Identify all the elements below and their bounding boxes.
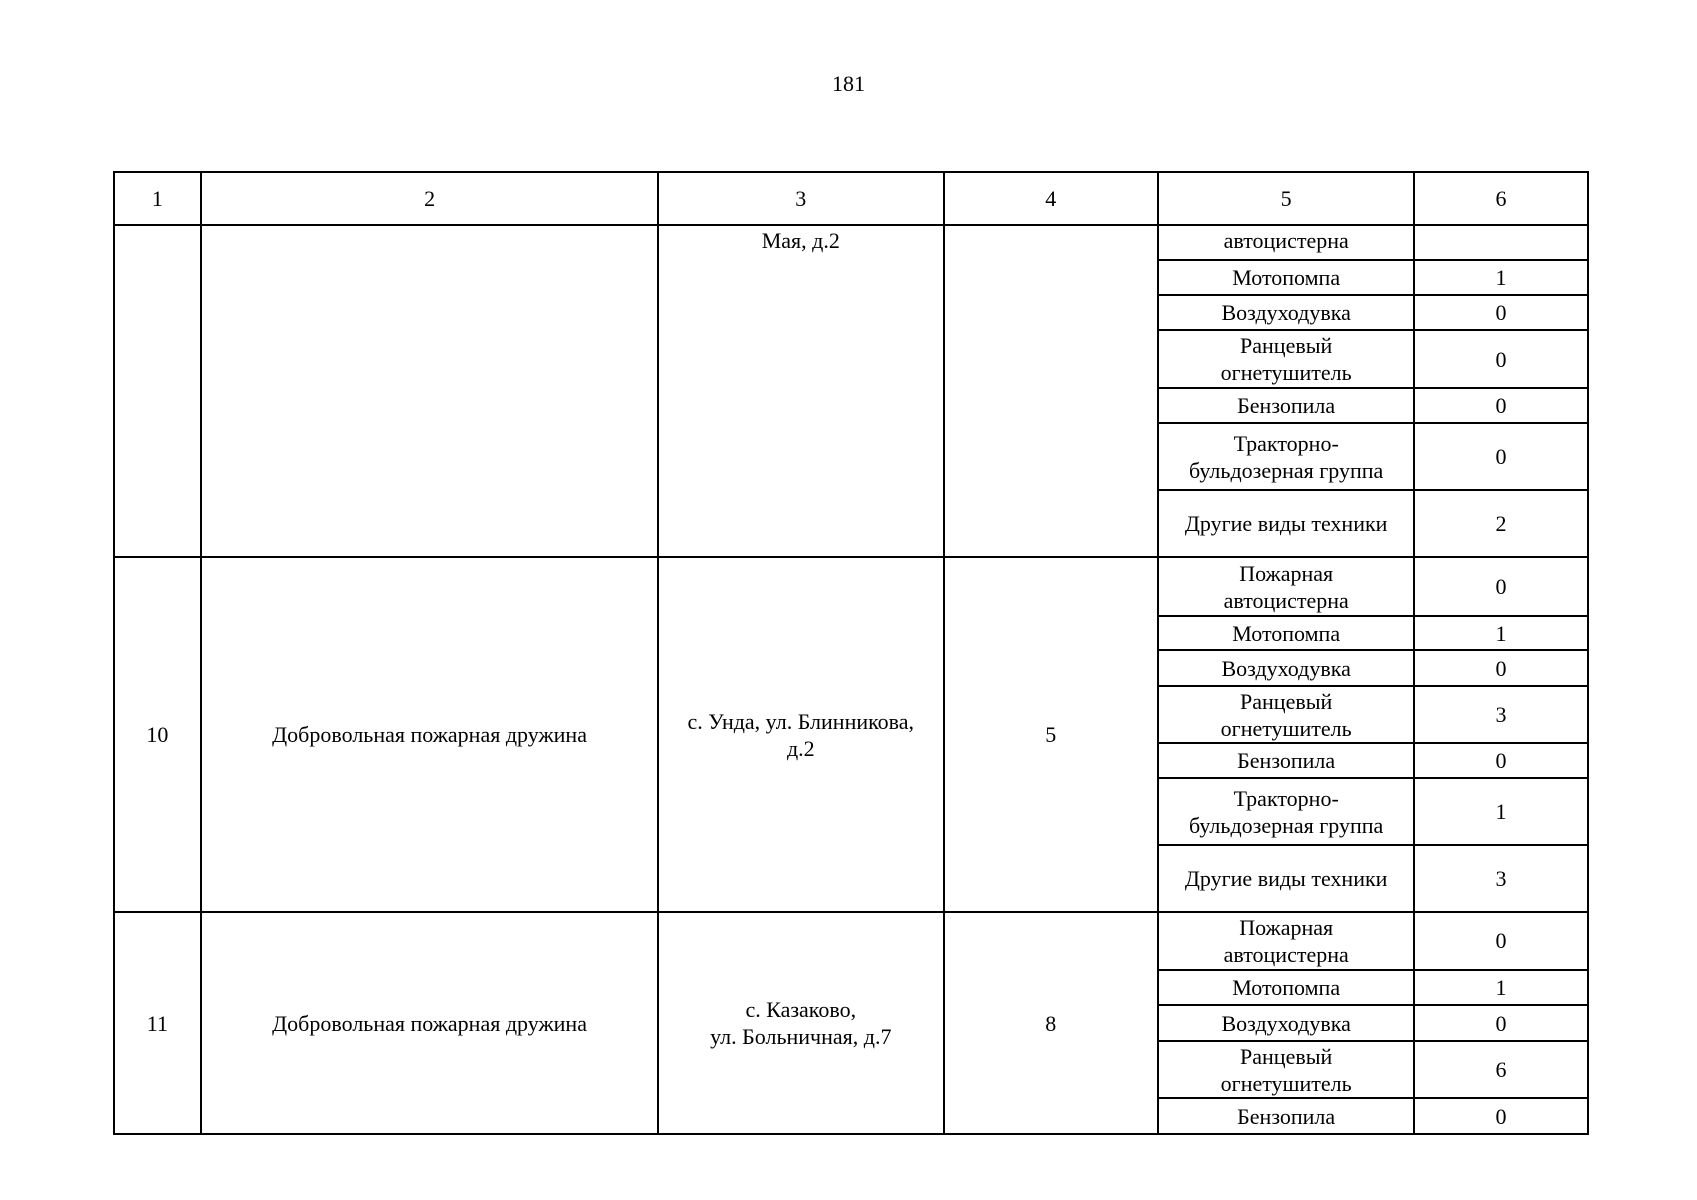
equipment-name-cell xyxy=(1157,911,1415,970)
header-cell-1 xyxy=(113,171,203,226)
personnel-count-cell-text: 8 xyxy=(1045,1010,1057,1036)
equipment-name-cell-text: Мотопомпа xyxy=(1232,620,1341,646)
equipment-count-cell xyxy=(1413,224,1588,261)
equipment-count-cell xyxy=(1413,969,1588,1007)
equipment-count-cell xyxy=(1413,489,1588,558)
equipment-count-cell-text: 0 xyxy=(1495,393,1507,419)
header-cell-1-text: 1 xyxy=(151,186,163,211)
equipment-count-cell-text: 0 xyxy=(1495,346,1507,372)
equipment-count-cell xyxy=(1413,329,1588,389)
equipment-name-cell xyxy=(1157,844,1415,913)
address-cell xyxy=(657,556,945,913)
header-cell-2-text: 2 xyxy=(424,186,436,211)
equipment-name-cell xyxy=(1157,422,1415,491)
equipment-name-cell xyxy=(1157,489,1415,558)
equipment-name-cell-text: Воздуходувка xyxy=(1221,300,1351,326)
equipment-count-cell-text: 3 xyxy=(1495,702,1507,728)
equipment-name-cell-text: Ранцевый огнетушитель xyxy=(1220,688,1352,741)
equipment-count-cell-text: 0 xyxy=(1495,1010,1507,1036)
unit-type-cell-text: Добровольная пожарная дружина xyxy=(272,722,587,748)
equipment-name-cell xyxy=(1157,294,1415,331)
personnel-count-cell-text: 5 xyxy=(1045,722,1057,748)
unit-type-cell xyxy=(200,911,659,1135)
personnel-count-cell xyxy=(943,911,1159,1135)
equipment-name-cell xyxy=(1157,1004,1415,1042)
equipment-name-cell xyxy=(1157,1097,1415,1135)
personnel-count-cell xyxy=(943,556,1159,913)
equipment-count-cell-text: 0 xyxy=(1495,928,1507,954)
equipment-count-cell-text: 1 xyxy=(1495,265,1507,290)
equipment-count-cell xyxy=(1413,556,1588,616)
header-cell-5 xyxy=(1157,171,1415,226)
row-number-cell xyxy=(113,556,203,913)
address-cell-text: с. Казаково, ул. Больничная, д.7 xyxy=(710,997,892,1050)
equipment-name-cell-text: Ранцевый огнетушитель xyxy=(1220,333,1352,386)
continued-address-cell xyxy=(657,224,945,558)
equipment-name-cell-text: Бензопила xyxy=(1237,748,1336,774)
equipment-count-cell xyxy=(1413,615,1588,652)
equipment-count-cell xyxy=(1413,1040,1588,1099)
equipment-name-cell-text: Тракторно- бульдозерная группа xyxy=(1189,430,1384,483)
address-cell xyxy=(657,911,945,1135)
equipment-count-cell-text: 3 xyxy=(1495,866,1507,892)
equipment-count-cell xyxy=(1413,911,1588,970)
equipment-count-cell xyxy=(1413,844,1588,913)
row-number-cell xyxy=(113,911,203,1135)
header-cell-6 xyxy=(1413,171,1588,226)
unit-type-cell xyxy=(200,556,659,913)
equipment-count-cell xyxy=(1413,294,1588,331)
header-cell-5-text: 5 xyxy=(1280,186,1292,211)
equipment-count-cell-text: 0 xyxy=(1495,655,1507,681)
equipment-name-cell-text: Мотопомпа xyxy=(1232,265,1341,290)
equipment-name-cell-text: Другие виды техники xyxy=(1184,511,1388,537)
equipment-name-cell xyxy=(1157,615,1415,652)
equipment-count-cell xyxy=(1413,259,1588,297)
header-cell-3 xyxy=(657,171,945,226)
equipment-name-cell xyxy=(1157,742,1415,779)
header-cell-2 xyxy=(200,171,659,226)
equipment-count-cell xyxy=(1413,649,1588,687)
equipment-name-cell-text: автоцистерна xyxy=(1223,228,1349,254)
equipment-count-cell-text: 0 xyxy=(1495,574,1507,599)
header-cell-4-text: 4 xyxy=(1045,186,1057,211)
equipment-count-cell xyxy=(1413,387,1588,424)
header-cell-3-text: 3 xyxy=(795,186,807,211)
continued-personnel-cell xyxy=(943,224,1159,558)
equipment-name-cell xyxy=(1157,259,1415,297)
equipment-name-cell-text: Бензопила xyxy=(1237,1103,1336,1129)
equipment-name-cell-text: Воздуходувка xyxy=(1221,1010,1351,1036)
equipment-count-cell-text: 0 xyxy=(1495,444,1507,470)
equipment-name-cell xyxy=(1157,1040,1415,1099)
equipment-count-cell-text: 0 xyxy=(1495,300,1507,326)
continued-type-cell xyxy=(200,224,659,558)
row-number-cell-text: 11 xyxy=(146,1010,168,1036)
equipment-count-cell-text: 0 xyxy=(1495,748,1507,774)
equipment-count-cell xyxy=(1413,742,1588,779)
equipment-count-cell-text: 0 xyxy=(1495,1103,1507,1129)
equipment-count-cell-text: 1 xyxy=(1495,799,1507,825)
equipment-count-cell xyxy=(1413,1097,1588,1135)
row-number-cell-text: 10 xyxy=(146,722,169,748)
equipment-count-cell-text: 1 xyxy=(1495,974,1507,1000)
equipment-name-cell xyxy=(1157,649,1415,687)
continued-num-cell xyxy=(113,224,203,558)
equipment-count-cell-text: 6 xyxy=(1495,1057,1507,1083)
equipment-count-cell xyxy=(1413,685,1588,744)
equipment-name-cell xyxy=(1157,329,1415,389)
equipment-name-cell xyxy=(1157,387,1415,424)
header-cell-4 xyxy=(943,171,1159,226)
equipment-name-cell-text: Мотопомпа xyxy=(1232,974,1341,1000)
equipment-name-cell xyxy=(1157,969,1415,1007)
equipment-count-cell xyxy=(1413,777,1588,846)
unit-type-cell-text: Добровольная пожарная дружина xyxy=(272,1010,587,1036)
equipment-name-cell-text: Бензопила xyxy=(1237,393,1336,419)
equipment-name-cell xyxy=(1157,685,1415,744)
header-cell-6-text: 6 xyxy=(1495,186,1507,211)
equipment-name-cell xyxy=(1157,224,1415,261)
equipment-name-cell-text: Пожарная автоцистерна xyxy=(1223,560,1349,613)
page-number: 181 xyxy=(832,71,865,96)
equipment-name-cell-text: Тракторно- бульдозерная группа xyxy=(1189,785,1384,838)
equipment-name-cell-text: Пожарная автоцистерна xyxy=(1223,914,1349,967)
equipment-name-cell xyxy=(1157,777,1415,846)
equipment-name-cell-text: Воздуходувка xyxy=(1221,655,1351,681)
equipment-count-cell xyxy=(1413,1004,1588,1042)
equipment-count-cell-text: 1 xyxy=(1495,620,1507,646)
equipment-count-cell-text: 2 xyxy=(1495,511,1507,537)
equipment-count-cell xyxy=(1413,422,1588,491)
address-cell-text: с. Унда, ул. Блинникова, д.2 xyxy=(687,708,915,761)
equipment-name-cell-text: Ранцевый огнетушитель xyxy=(1220,1043,1352,1096)
equipment-name-cell-text: Другие виды техники xyxy=(1184,866,1388,892)
equipment-name-cell xyxy=(1157,556,1415,616)
continued-address-cell-text: Мая, д.2 xyxy=(761,228,840,254)
